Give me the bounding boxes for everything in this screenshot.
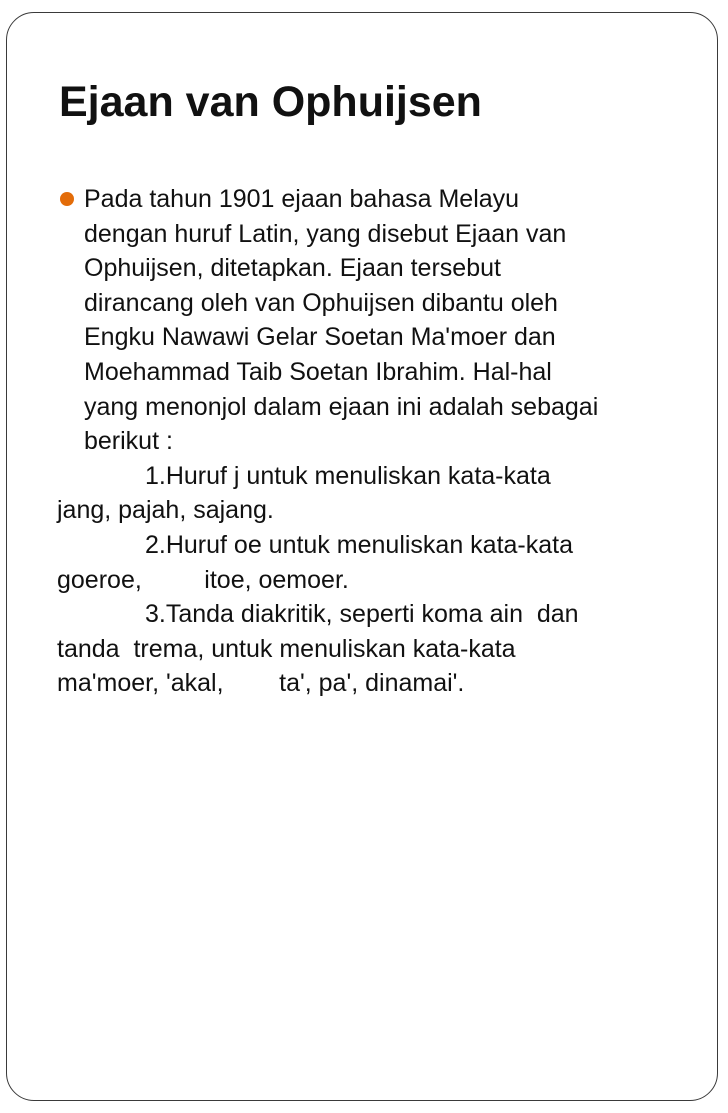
paragraph-line: Pada tahun 1901 ejaan bahasa Melayu [84,185,520,213]
point-2-examples: goeroe, itoe, oemoer. [57,565,349,594]
paragraph-line: berikut : [84,427,173,456]
paragraph-line: dengan huruf Latin, yang disebut Ejaan van [84,219,567,248]
point-3-heading: 3.Tanda diakritik, seperti koma ain dan [145,600,579,629]
paragraph-line: yang menonjol dalam ejaan ini adalah sebagai [84,392,599,421]
paragraph-line: dirancang oleh van Ophuijsen dibantu oleh [84,288,558,317]
point-2-heading: 2.Huruf oe untuk menuliskan kata-kata [145,531,574,559]
point-1-heading: 1.Huruf j untuk menuliskan kata-kata [145,461,551,490]
point-3-continuation: tanda trema, untuk menuliskan kata-kata [57,634,516,663]
point-3-examples: ma'moer, 'akal, ta', pa', dinamai'. [57,669,465,698]
paragraph-line: Ophuijsen, ditetapkan. Ejaan tersebut [84,254,501,283]
slide-title: Ejaan van Ophuijsen [59,78,482,126]
paragraph-line: Moehammad Taib Soetan Ibrahim. Hal-hal [84,358,552,386]
paragraph-line: Engku Nawawi Gelar Soetan Ma'moer dan [84,323,556,352]
point-1-examples: jang, pajah, sajang. [57,496,274,525]
bullet-dot-icon [60,192,74,206]
